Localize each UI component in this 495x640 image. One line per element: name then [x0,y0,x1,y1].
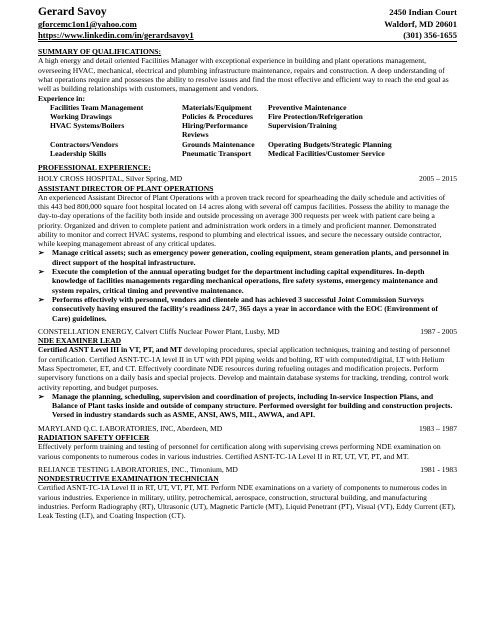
summary-heading: SUMMARY OF QUALIFICATIONS: [38,47,162,57]
job-description [38,345,457,391]
experience-in-label: Experience in: [38,93,86,103]
job-description: Certified ASNT-TC-1A Level II in RT, UT, VT, PT, MT. Perform NDE examinations on a variety of components to numerous codes in various industries. Experience in military, utility, petrochemical, aerospace, construction, structural building, and manufacturing industries. Perform Radiography (RT), Ultrasonic (UT), Magnetic Particle (MT), Liquid Penetrant (PT), Visual (VT), Eddy Current (ET), Leak Testing (LT), and Coating Inspection (CT). [38,483,456,521]
skill-item: HVAC Systems/Boilers [50,121,125,131]
job-bullets [38,392,457,420]
job-dates: 1983 – 1987 [419,423,457,433]
bullet-text: Manage the planning, scheduling, supervision and coordination of projects, including In-service Inspection Plans, and Balance of Plant tasks inside and outside of company structure. Performed oversight for building and construction projects. Versed in industry standards such as ASME, ANSI, AWS, MIL, AWWA, and API. [52,391,453,420]
bullet-item [38,295,457,323]
bullet-text: Performs effectively with personnel, vendors and clientele and has achieved 3 successful Joint Commission Surveys consecutively having ensured the facility's readiness 24/7, 365 days a year in accordance with the EOC (Environment of Care) guidelines. [52,294,438,323]
candidate-name: Gerard Savoy [38,6,107,18]
phone-number: (301) 356-1655 [403,29,457,40]
employer: RELIANCE TESTING LABORATORIES, INC., Timonium, MD [38,464,238,474]
skill-item: Materials/Equipment [182,102,252,112]
skill-item: Leadership Skills [50,148,107,158]
skills-grid [38,103,457,158]
skill-item: Fire Protection/Refrigeration [268,111,363,121]
linkedin-link[interactable]: https://www.linkedin.com/in/gerardsavoy1 [38,29,194,40]
skill-item: Facilities Team Management [50,102,144,112]
job-header [38,327,457,336]
job-title: RADIATION SAFETY OFFICER [38,433,150,443]
employer: MARYLAND Q.C. LABORATORIES, INC, Aberdeen, MD [38,423,223,433]
skill-item: Operating Budgets/Strategic Planning [268,139,392,149]
header-row-2 [38,19,457,30]
arrow-bullet-icon: ➢ [38,294,45,304]
arrow-bullet-icon: ➢ [38,248,45,258]
skill-item: Medical Facilities/Customer Service [268,148,385,158]
job-description-rest: developing procedures, special application techniques, training and testing of personnel for certification. Certified ASNT-TC-1A level II in UT with PDI piping welds and bolting, RT with computed/digital, LT with Helium Mass Spectrometer, ET, and CT. Effectively coordinate NDE resources during refueling outages and modification projects. Perform supervisory functions on a daily basis and special projects. Develop and maintain database systems for tracking, trending, control work activity reporting, and budget purposes. [38,345,450,392]
job-description: An experienced Assistant Director of Plant Operations with a proven track record for spearheading the daily schedule and activities of this 443 bed 800,000 square foot hospital located on 14 acres along with several off campus facilities. Possess the ability to manage the day-to-day operations of the facility both inside and outside processing on average 300 requests per week with patient care being a priority. Organized and driven to complete patient and administration work orders in a timely and proficient manner. Demonstrated ability to monitor and correct HVAC systems, respond to plumbing and electrical issues, and secure the necessary outside contractor, while keeping management abreast of any critical updates. [38,192,450,249]
skill-item: Contractors/Vendors [50,139,119,149]
experience-heading: PROFESSIONAL EXPERIENCE: [38,163,151,172]
job-title: NONDESTRUCTIVE EXAMINATION TECHNICIAN [38,474,219,484]
summary-text: A high energy and detail oriented Facilities Manager with exceptional experience in building and plant operations management, overseeing HVAC, mechanical, electrical and plumbing infrastructure maintenance, repairs and construction. A deep understanding of what operations require and possesses the ability to resolve issues and find the most effective and efficient way to reach the end goal as well as building relationships with customers, management and vendors. [38,56,449,94]
job-title: NDE EXAMINER LEAD [38,336,122,346]
skill-item: Pneumatic Transport [182,148,252,158]
street-address: 2450 Indian Court [389,7,457,17]
city-state-zip: Waldorf, MD 20601 [384,19,457,29]
arrow-bullet-icon: ➢ [38,267,45,277]
job-header [38,465,457,474]
bullet-text: Execute the completion of the annual operating budget for the department including capital expenditures. In-depth knowledge of facilities managements regarding mechanical operations, fire safety systems, emergency maintenance and system repairs, critical timing and preventive maintenance. [52,267,438,295]
email-link[interactable]: gforcemc1on1@yahoo.com [38,19,137,29]
bullet-item [38,248,457,267]
arrow-bullet-icon: ➢ [38,391,45,401]
skill-item: Preventive Maintenance [268,102,347,112]
skill-item: Grounds Maintenance [182,139,255,149]
job-dates: 1981 - 1983 [420,464,457,474]
certification-highlight: Certified ASNT Level III in VT, PT, and MT [38,345,183,355]
bullet-item [38,267,457,295]
job-bullets [38,248,457,322]
header-row-1 [38,6,457,19]
job-dates: 1987 - 2005 [420,326,457,336]
bullet-item [38,392,457,420]
skill-item: Policies & Procedures [182,111,253,121]
skill-item: Hiring/Performance Reviews [182,121,248,140]
header-row-3 [38,30,457,43]
employer: CONSTELLATION ENERGY, Calvert Cliffs Nuclear Power Plant, Lusby, MD [38,326,280,336]
skill-item: Supervision/Training [268,121,337,131]
job-dates: 2005 – 2015 [419,174,457,184]
job-header [38,174,457,183]
job-description: Effectively perform training and testing of personnel for certification along with supervising crews performing NDE examination on various components to numerous codes in various industries. Certified ASNT-TC-1A Level II in RT, UT, VT, PT, and MT. [38,442,441,461]
skill-item: Working Drawings [50,111,112,121]
employer: HOLY CROSS HOSPITAL, Silver Spring, MD [38,174,183,184]
job-title: ASSISTANT DIRECTOR OF PLANT OPERATIONS [38,183,214,193]
job-header [38,424,457,433]
bullet-text: Manage critical assets; such as emergency power generation, cooling equipment, steam generation plants, and personnel in direct support of the hospital infrastructure. [52,248,449,267]
